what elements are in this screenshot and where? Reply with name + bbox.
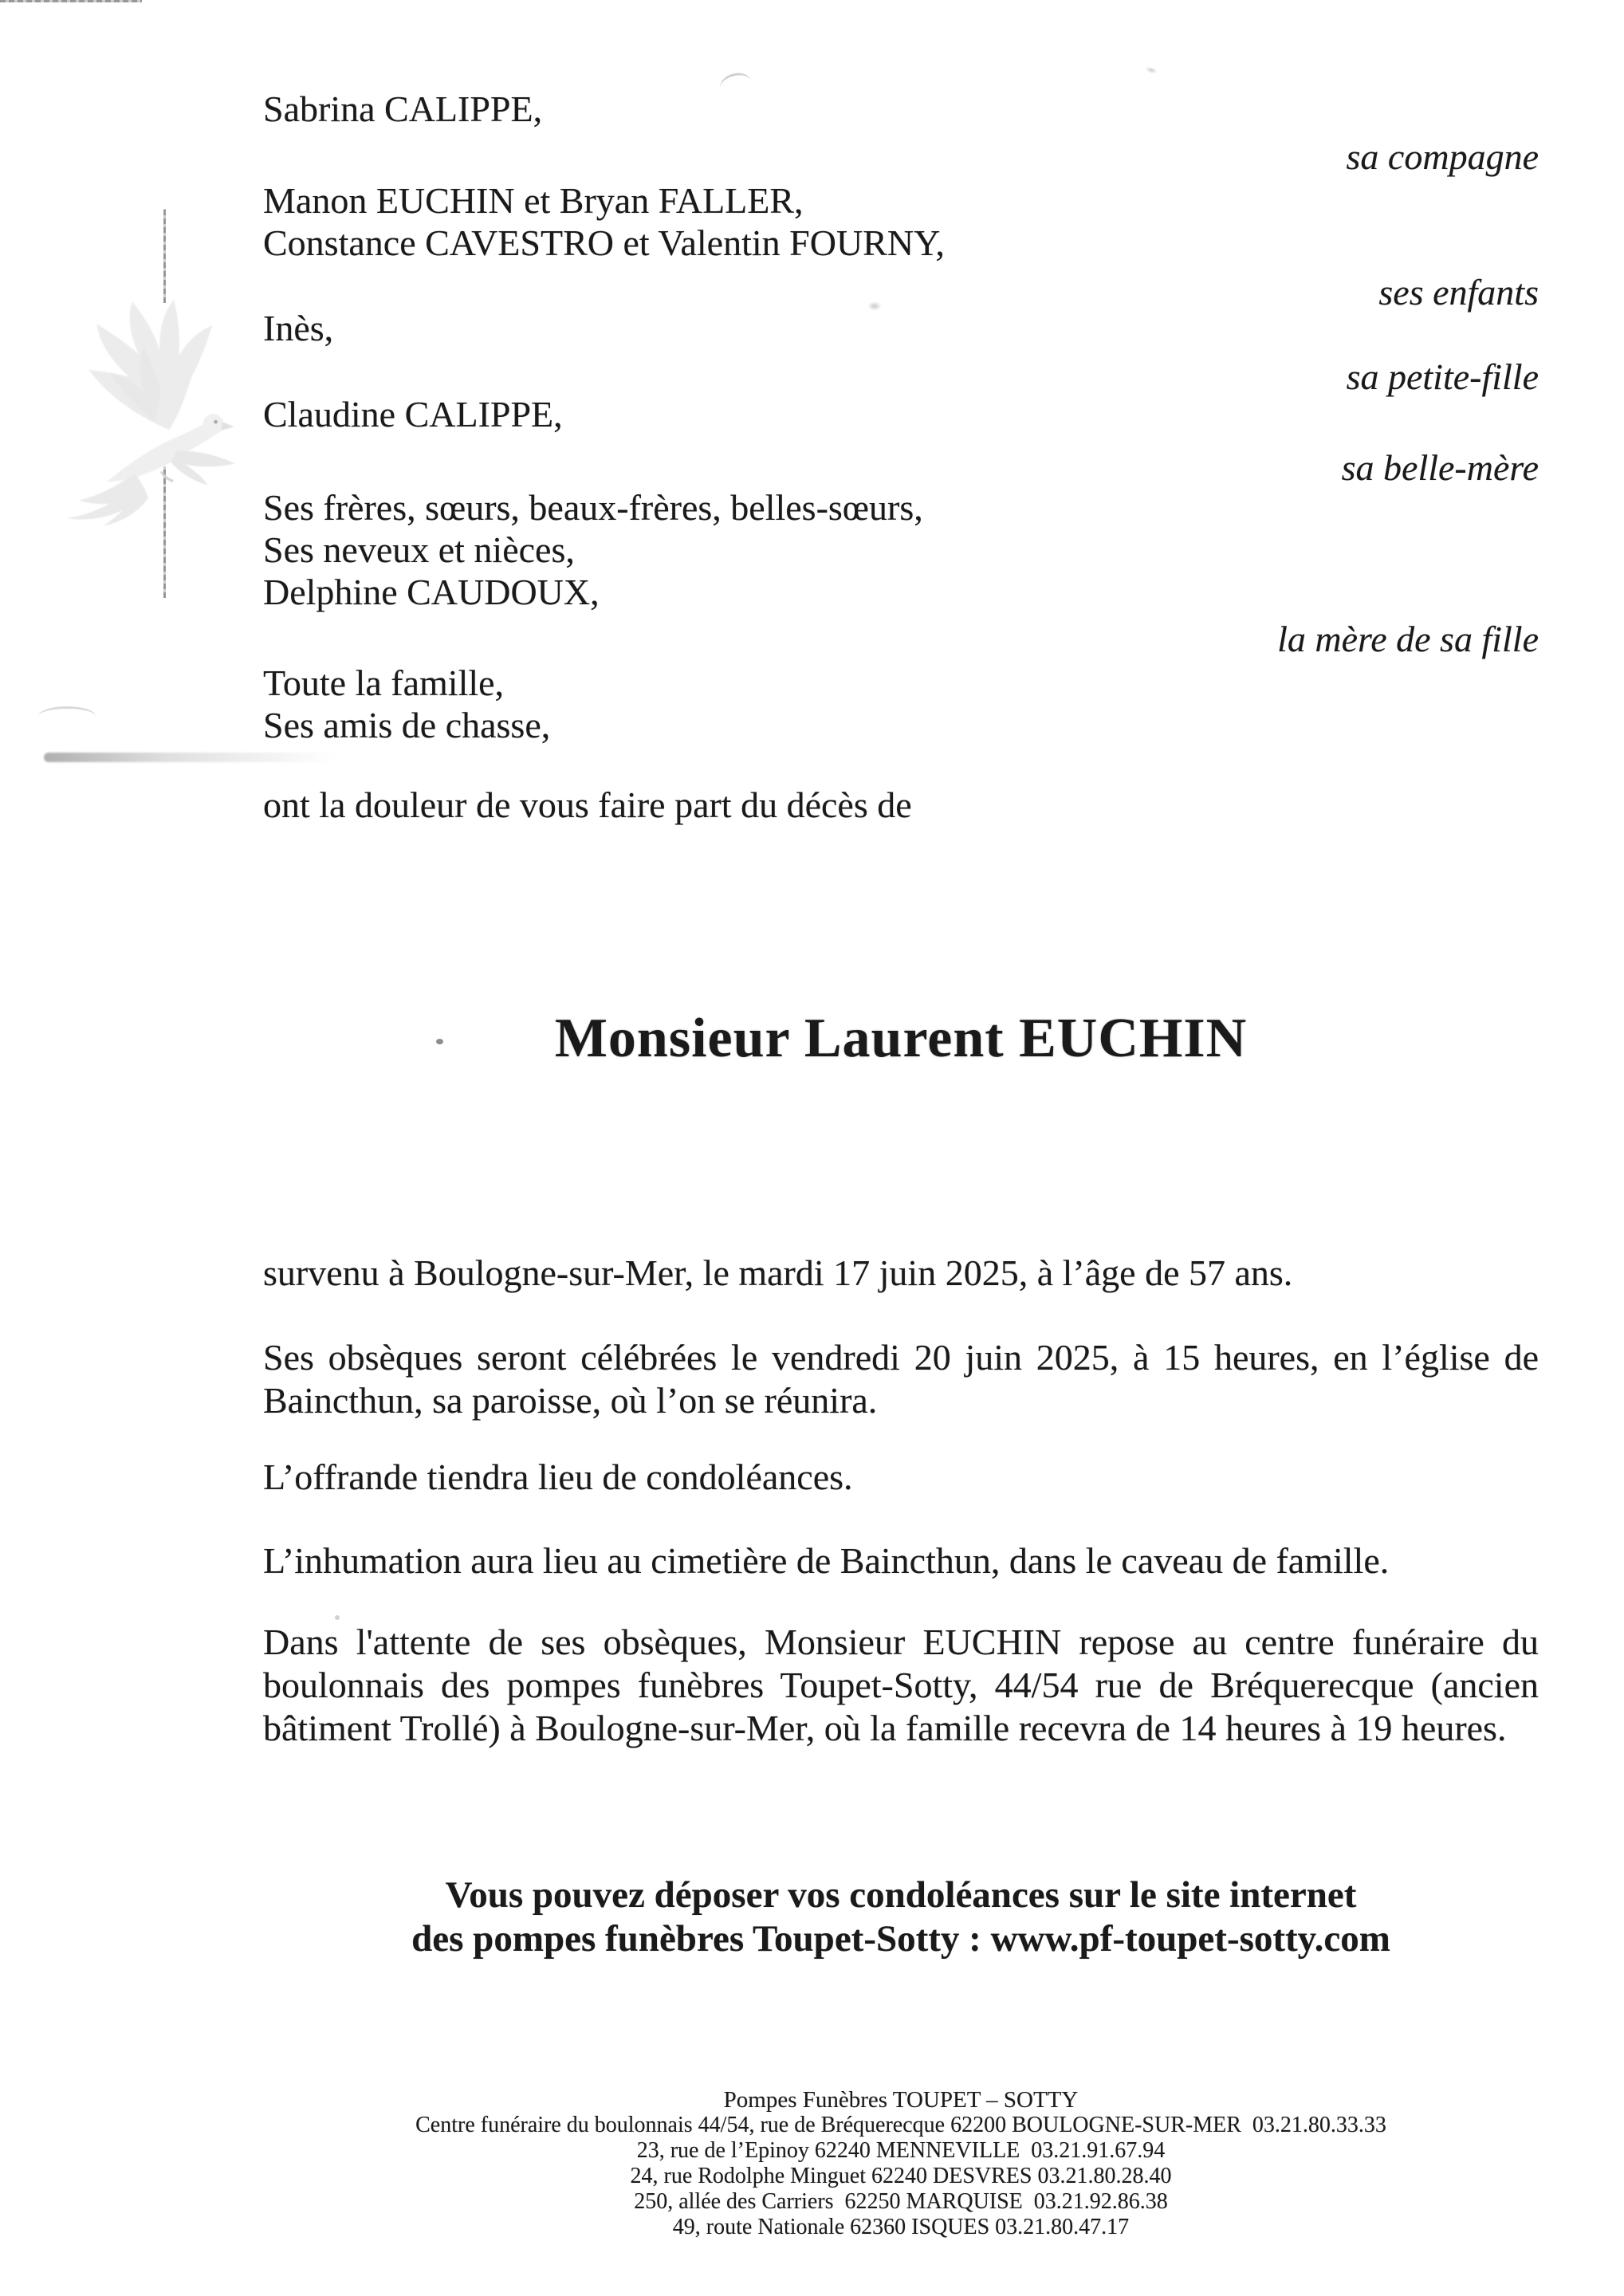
condolences-line1: Vous pouvez déposer vos condoléances sur le site internet	[445, 1874, 1357, 1916]
funeral-paragraph: Ses obsèques seront célébrées le vendredi 20 juin 2025, à 15 heures, en l’église de Baincthun, sa paroisse, où l’on se réunira.	[263, 1337, 1539, 1421]
mourner-children-line2: Constance CAVESTRO et Valentin FOURNY,	[263, 222, 945, 263]
relation-label-granddaughter: sa petite-fille	[1346, 356, 1539, 397]
deceased-name-title: Monsieur Laurent EUCHIN	[554, 1008, 1248, 1069]
cross-horizontal-bar	[0, 0, 142, 2]
mourner-delphine-name: Delphine CAUDOUX,	[263, 572, 600, 612]
mourner-companion-name: Sabrina CALIPPE,	[263, 88, 543, 129]
relation-label-companion: sa compagne	[1346, 136, 1539, 177]
scan-artifact-speck	[1144, 65, 1158, 76]
announcement-intro: ont la douleur de vous faire part du décès de	[263, 784, 912, 825]
cross-vertical-upper	[163, 209, 166, 303]
scan-artifact-curl	[38, 706, 96, 726]
scan-artifact-streak	[44, 753, 351, 762]
funeral-home-address-line: 49, route Nationale 62360 ISQUES 03.21.80.47.17	[672, 2215, 1130, 2239]
scan-artifact-dot	[335, 1615, 340, 1620]
dove-icon	[57, 293, 252, 526]
burial-paragraph: L’inhumation aura lieu au cimetière de Baincthun, dans le caveau de famille.	[263, 1540, 1390, 1581]
mourner-children-line1: Manon EUCHIN et Bryan FALLER,	[263, 180, 804, 221]
scan-artifact-speck	[867, 301, 882, 311]
relation-label-children: ses enfants	[1378, 272, 1539, 313]
cross-icon	[0, 0, 1624, 2]
funeral-home-address-line: Centre funéraire du boulonnais 44/54, rue de Bréquerecque 62200 BOULOGNE-SUR-MER 03.21.80.33.33	[415, 2113, 1386, 2137]
relation-label-mother-of-daughter: la mère de sa fille	[1277, 619, 1539, 659]
condolences-website-block	[263, 1873, 1539, 1961]
death-paragraph: survenu à Boulogne-sur-Mer, le mardi 17 juin 2025, à l’âge de 57 ans.	[263, 1252, 1293, 1293]
condolences-website-line: des pompes funèbres Toupet-Sotty : www.pf-toupet-sotty.com	[411, 1918, 1390, 1960]
relation-label-mother-in-law: sa belle-mère	[1341, 447, 1539, 488]
mourner-nephews-line: Ses neveux et nièces,	[263, 529, 575, 570]
repose-paragraph: Dans l'attente de ses obsèques, Monsieur EUCHIN repose au centre funéraire du boulonnais des pompes funèbres Toupet-Sotty, 44/54 rue de Bréquerecque (ancien bâtiment Trollé) à Boulogne-sur-Mer, où la famille recevra de 14 heures à 19 heures.	[263, 1622, 1539, 1748]
funeral-home-address-line: 24, rue Rodolphe Minguet 62240 DESVRES 03.21.80.28.40	[630, 2164, 1172, 2188]
funeral-home-address-line: 23, rue de l’Epinoy 62240 MENNEVILLE 03.21.91.67.94	[636, 2138, 1166, 2163]
funeral-home-footer	[263, 2087, 1539, 2240]
offering-paragraph: L’offrande tiendra lieu de condoléances.	[263, 1457, 853, 1497]
funeral-home-address-line: 250, allée des Carriers 62250 MARQUISE 03.21.92.86.38	[634, 2189, 1168, 2214]
funeral-home-address-list	[263, 2113, 1539, 2240]
mourner-family-line: Toute la famille,	[263, 662, 505, 703]
funeral-home-name: Pompes Funèbres TOUPET – SOTTY	[723, 2087, 1079, 2113]
mourner-mother-in-law-name: Claudine CALIPPE,	[263, 394, 563, 434]
mourner-siblings-line: Ses frères, sœurs, beaux-frères, belles-sœurs,	[263, 487, 923, 528]
mourner-friends-line: Ses amis de chasse,	[263, 705, 551, 745]
mourner-granddaughter-name: Inès,	[263, 308, 334, 348]
scan-artifact-curl	[718, 70, 754, 100]
